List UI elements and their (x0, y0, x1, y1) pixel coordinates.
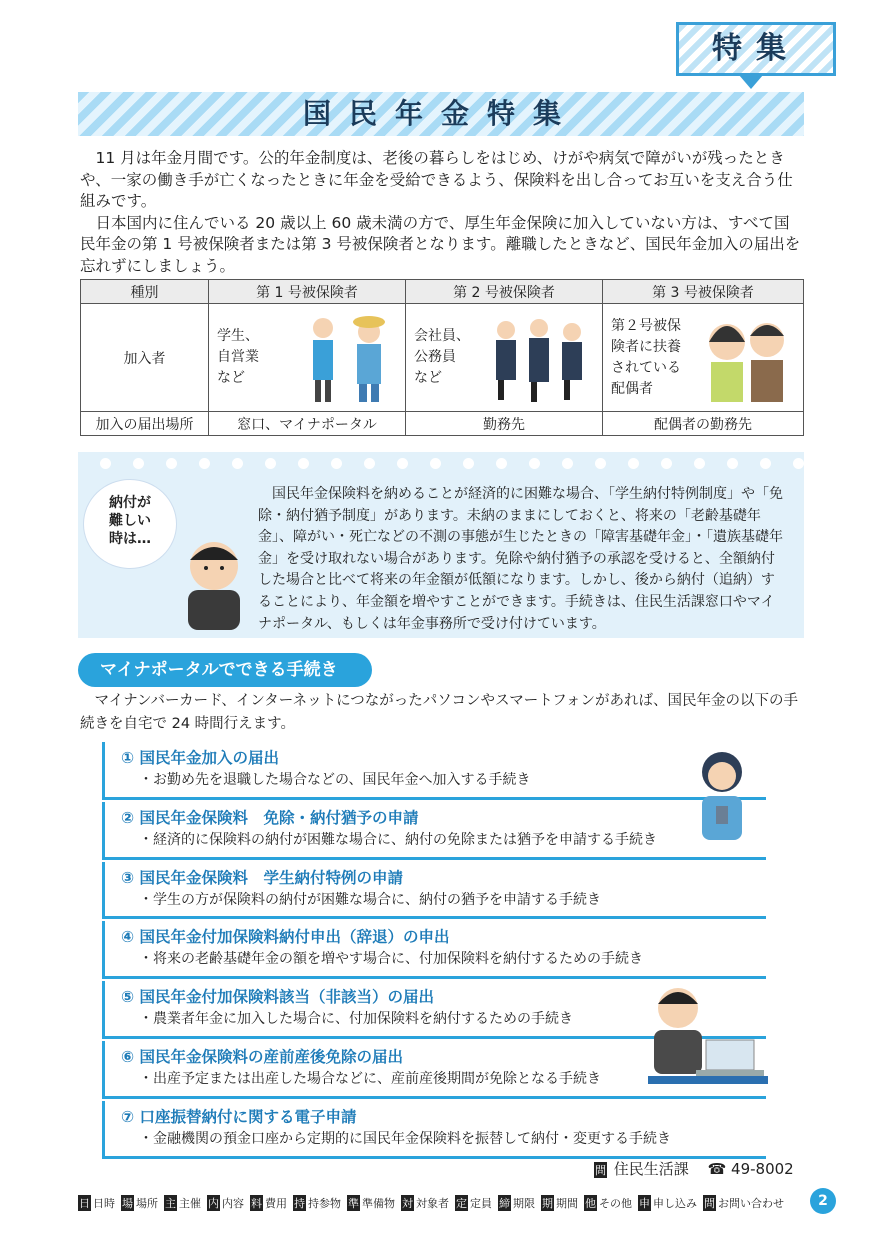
legend-item (703, 1195, 784, 1211)
legend-icon: 定 (456, 1197, 467, 1210)
list-item (102, 742, 766, 800)
row-label: 加入の届出場所 (81, 412, 209, 436)
legend-item (293, 1195, 341, 1211)
legend-text: 準備物 (362, 1197, 395, 1210)
laptop-man-illustration (648, 980, 768, 1084)
contact-department: 住民生活課 (613, 1160, 689, 1178)
legend-item (638, 1195, 697, 1211)
legend-icon: 対 (402, 1197, 413, 1210)
legend-icon: 料 (251, 1197, 262, 1210)
feature-badge (676, 22, 836, 76)
decorative-dots (100, 458, 804, 469)
notice-body: 国民年金保険料を納めることが経済的に困難な場合、「学生納付特例制度」や「免除・納付猶予制度」があります。未納のままにしておくと、将来の「老齢基礎年金」、障がい・死亡などの不測の事態が生じたときの「障害基礎年金」・「遺族基礎年金」を受け取れない場合があります。免除や納付猶予の承認を受けると、全額納付した場合と比べて将来の年金額が低額になります。しかし、後から納付（追納）することにより、年金額を増やすことができます。手続きは、住民生活課窓口やマイナポータル、もしくは年金事務所で受け付けています。 (258, 486, 783, 632)
badge-tail (739, 75, 763, 89)
office-workers-illustration (484, 310, 594, 406)
step-desc: ・農業者年金に加入した場合に、付加保険料を納付するための手続き (139, 1011, 573, 1028)
legend-text: 申し込み (653, 1197, 697, 1210)
step-desc: ・将来の老齢基礎年金の額を増やす場合に、付加保険料を納付するための手続き (139, 951, 643, 968)
legend-text: お問い合わせ (718, 1197, 784, 1210)
insured-type-table (80, 279, 804, 436)
list-item (102, 921, 766, 979)
contact-info (594, 1158, 794, 1179)
legend-icon: 他 (585, 1197, 596, 1210)
legend-item (250, 1195, 287, 1211)
legend-text: 期限 (513, 1197, 535, 1210)
table-cell: 窓口、マイナポータル (209, 412, 406, 436)
type1-members: 学生、 自営業 など (217, 328, 259, 386)
row-label: 加入者 (81, 304, 209, 412)
procedure-list (102, 742, 766, 1161)
intro-paragraph: 11 月は年金月間です。公的年金制度は、老後の暮らしをはじめ、けがや病気で障がいが残ったときや、一家の働き手が亡くなったときに年金を受給できるよう、保険料を出し合ってお互いを支え合う仕組みです。 (80, 149, 793, 210)
type3-members: 第２号被保 険者に扶養 されている 配偶者 (611, 317, 681, 397)
legend-icon: 場 (122, 1197, 133, 1210)
table-header: 種別 (81, 280, 209, 304)
legend-text: 場所 (136, 1197, 158, 1210)
legend-item (347, 1195, 395, 1211)
legend-icon: 持 (294, 1197, 305, 1210)
step-desc: ・学生の方が保険料の納付が困難な場合に、納付の猶予を申請する手続き (139, 891, 601, 908)
step-title: ④ 国民年金付加保険料納付申出（辞退）の申出 (121, 928, 450, 947)
intro-paragraph: 日本国内に住んでいる 20 歳以上 60 歳未満の方で、厚生年金保険に加入していない方は、すべて国民年金の第 1 号被保険者または第 3 号被保険者となります。離職したときなど、国民年金加入の届出を忘れずにしましょう。 (80, 213, 801, 275)
table-cell: 配偶者の勤務先 (603, 412, 804, 436)
legend-item (164, 1195, 201, 1211)
legend-icon: 主 (165, 1197, 176, 1210)
legend-icon: 日 (79, 1197, 90, 1210)
step-title: ⑤ 国民年金付加保険料該当（非該当）の届出 (121, 988, 435, 1007)
table-header: 第 3 号被保険者 (603, 280, 804, 304)
mynaportal-intro (80, 690, 804, 736)
list-item (102, 862, 766, 920)
contact-icon: 問 (595, 1164, 606, 1177)
student-farmer-illustration (301, 310, 397, 406)
legend-item (78, 1195, 115, 1211)
legend-item (541, 1195, 578, 1211)
icon-legend (78, 1195, 784, 1211)
worried-man-illustration (176, 530, 256, 630)
step-desc: ・出産予定または出産した場合などに、産前産後期間が免除となる手続き (139, 1070, 601, 1087)
step-title: ① 国民年金加入の届出 (121, 749, 280, 767)
legend-item (401, 1195, 449, 1211)
title-banner (78, 92, 804, 136)
list-item (102, 802, 766, 860)
legend-text: その他 (599, 1197, 632, 1210)
contact-phone: ☎ 49‑8002 (707, 1160, 794, 1178)
legend-item (498, 1195, 535, 1211)
legend-icon: 期 (542, 1197, 553, 1210)
legend-item (455, 1195, 492, 1211)
legend-text: 主催 (179, 1197, 201, 1210)
speech-bubble: 納付が 難しい 時は… (84, 480, 176, 568)
legend-text: 持参物 (308, 1197, 341, 1210)
page-title: 国民年金特集 (302, 97, 579, 130)
step-title: ⑥ 国民年金保険料の産前産後免除の届出 (121, 1047, 404, 1066)
legend-icon: 締 (499, 1197, 510, 1210)
legend-item (584, 1195, 632, 1211)
legend-text: 定員 (470, 1197, 492, 1210)
step-title: ⑦ 口座振替納付に関する電子申請 (121, 1107, 357, 1126)
step-title: ② 国民年金保険料 免除・納付猶予の申請 (121, 808, 419, 827)
type2-members: 会社員、 公務員 など (414, 328, 470, 386)
step-desc: ・金融機関の預金口座から定期的に国民年金保険料を振替して納付・変更する手続き (139, 1130, 671, 1147)
table-cell: 勤務先 (406, 412, 603, 436)
legend-icon: 準 (348, 1197, 359, 1210)
intro-text (80, 148, 804, 277)
couple-illustration (697, 310, 795, 406)
page-number: 2 (810, 1188, 836, 1214)
mynaportal-heading: マイナポータルでできる手続き (78, 653, 372, 687)
step-title: ③ 国民年金保険料 学生納付特例の申請 (121, 868, 404, 887)
legend-item (207, 1195, 244, 1211)
feature-badge-label: 特集 (712, 31, 800, 66)
legend-icon: 申 (639, 1197, 650, 1210)
smartphone-woman-illustration (692, 746, 752, 840)
legend-icon: 内 (208, 1197, 219, 1210)
legend-text: 日時 (93, 1197, 115, 1210)
table-header: 第 1 号被保険者 (209, 280, 406, 304)
step-desc: ・経済的に保険料の納付が困難な場合に、納付の免除または猶予を申請する手続き (139, 831, 657, 848)
step-desc: ・お勤め先を退職した場合などの、国民年金へ加入する手続き (139, 772, 531, 788)
legend-text: 費用 (265, 1197, 287, 1210)
mynaportal-intro-text: マイナンバーカード、インターネットにつながったパソコンやスマートフォンがあれば、国民年金の以下の手続きを自宅で 24 時間行えます。 (80, 693, 799, 732)
legend-icon: 問 (704, 1197, 715, 1210)
table-header: 第 2 号被保険者 (406, 280, 603, 304)
legend-text: 期間 (556, 1197, 578, 1210)
payment-difficulty-notice (78, 452, 804, 638)
list-item (102, 1101, 766, 1159)
legend-text: 内容 (222, 1197, 244, 1210)
legend-item (121, 1195, 158, 1211)
legend-text: 対象者 (416, 1197, 449, 1210)
